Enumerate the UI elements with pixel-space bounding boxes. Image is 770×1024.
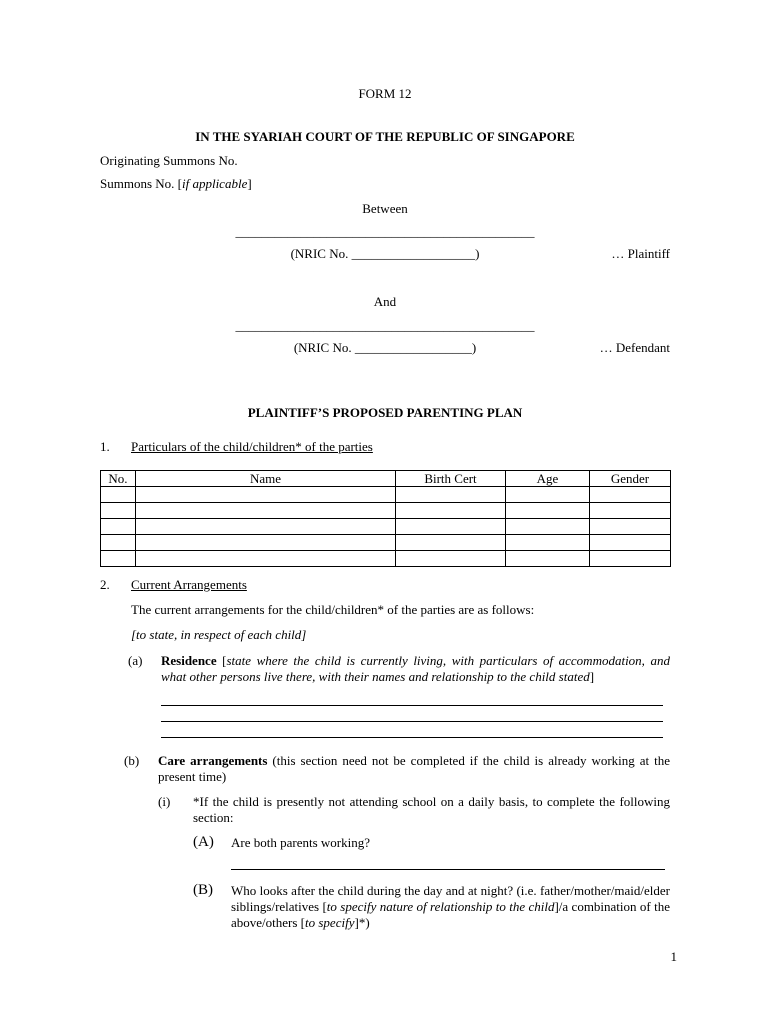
- defendant-name-line: ______________________________________________: [235, 318, 535, 333]
- originating-summons-label: Originating Summons No.: [100, 153, 238, 168]
- table-cell[interactable]: [590, 535, 671, 551]
- plaintiff-label: … Plaintiff: [611, 246, 670, 261]
- item-b-label: (b): [124, 753, 140, 768]
- table-row: [101, 519, 671, 535]
- defendant-nric: (NRIC No. __________________): [293, 340, 477, 355]
- column-header-birth-cert: Birth Cert: [396, 471, 506, 487]
- column-header-no: No.: [101, 471, 136, 487]
- table-cell[interactable]: [136, 519, 396, 535]
- column-header-name: Name: [136, 471, 396, 487]
- residence-paragraph: Residence [state where the child is currently living, with particulars of accommodation, and what other persons live there, with their names and relationship to the child stated]: [161, 653, 670, 684]
- section-2-instruction: [to state, in respect of each child]: [131, 627, 307, 642]
- between-label: Between: [362, 201, 408, 216]
- table-cell[interactable]: [506, 551, 590, 567]
- table-cell[interactable]: [590, 519, 671, 535]
- table-row: [101, 535, 671, 551]
- item-A-label: (A): [193, 834, 214, 850]
- table-cell[interactable]: [506, 503, 590, 519]
- section-1-number: 1.: [100, 439, 110, 454]
- item-a-label: (a): [128, 653, 143, 668]
- item-i-text: *If the child is presently not attending school on a daily basis, to complete the following section:: [193, 794, 670, 825]
- table-cell[interactable]: [396, 535, 506, 551]
- table-cell[interactable]: [101, 519, 136, 535]
- table-cell[interactable]: [136, 487, 396, 503]
- defendant-label: … Defendant: [599, 340, 670, 355]
- and-label: And: [373, 294, 397, 309]
- item-B-label: (B): [193, 882, 213, 898]
- parenting-plan-title: PLAINTIFF’S PROPOSED PARENTING PLAN: [247, 405, 523, 420]
- table-cell[interactable]: [506, 519, 590, 535]
- table-cell[interactable]: [136, 551, 396, 567]
- residence-answer-line-2[interactable]: [161, 721, 663, 722]
- summons-label: Summons No. [if applicable]: [100, 176, 252, 191]
- table-cell[interactable]: [590, 503, 671, 519]
- table-cell[interactable]: [101, 535, 136, 551]
- section-2-number: 2.: [100, 577, 110, 592]
- table-cell[interactable]: [506, 487, 590, 503]
- table-cell[interactable]: [101, 551, 136, 567]
- plaintiff-nric: (NRIC No. ___________________): [290, 246, 480, 261]
- column-header-age: Age: [506, 471, 590, 487]
- form-number: FORM 12: [358, 86, 412, 101]
- working-answer-line[interactable]: [231, 869, 665, 870]
- table-cell[interactable]: [101, 503, 136, 519]
- table-cell[interactable]: [590, 551, 671, 567]
- care-arrangements-paragraph: Care arrangements (this section need not be completed if the child is already working at the present time): [158, 753, 670, 784]
- table-cell[interactable]: [590, 487, 671, 503]
- section-2-heading: Current Arrangements: [131, 577, 247, 592]
- residence-answer-line-1[interactable]: [161, 705, 663, 706]
- plaintiff-name-line: ______________________________________________: [235, 224, 535, 239]
- children-particulars-table: [100, 470, 671, 567]
- table-cell[interactable]: [506, 535, 590, 551]
- table-cell[interactable]: [101, 487, 136, 503]
- section-2-intro: The current arrangements for the child/children* of the parties are as follows:: [131, 602, 535, 617]
- page-number: 1: [670, 949, 677, 964]
- item-A-text: Are both parents working?: [231, 835, 370, 850]
- section-1-heading: Particulars of the child/children* of the parties: [131, 439, 373, 454]
- residence-answer-line-3[interactable]: [161, 737, 663, 738]
- table-cell[interactable]: [396, 519, 506, 535]
- table-row: [101, 551, 671, 567]
- table-cell[interactable]: [136, 503, 396, 519]
- table-cell[interactable]: [396, 503, 506, 519]
- table-row: [101, 503, 671, 519]
- table-cell[interactable]: [396, 487, 506, 503]
- table-cell[interactable]: [136, 535, 396, 551]
- item-B-text: Who looks after the child during the day and at night? (i.e. father/mother/maid/elder siblings/relatives [to specify nature of relationship to the child]/a combination of the above/others [to specify]*): [231, 883, 670, 930]
- table-row: [101, 487, 671, 503]
- court-title: IN THE SYARIAH COURT OF THE REPUBLIC OF SINGAPORE: [195, 129, 575, 144]
- table-header-row: [101, 471, 671, 487]
- item-i-label: (i): [158, 794, 171, 809]
- column-header-gender: Gender: [590, 471, 671, 487]
- table-cell[interactable]: [396, 551, 506, 567]
